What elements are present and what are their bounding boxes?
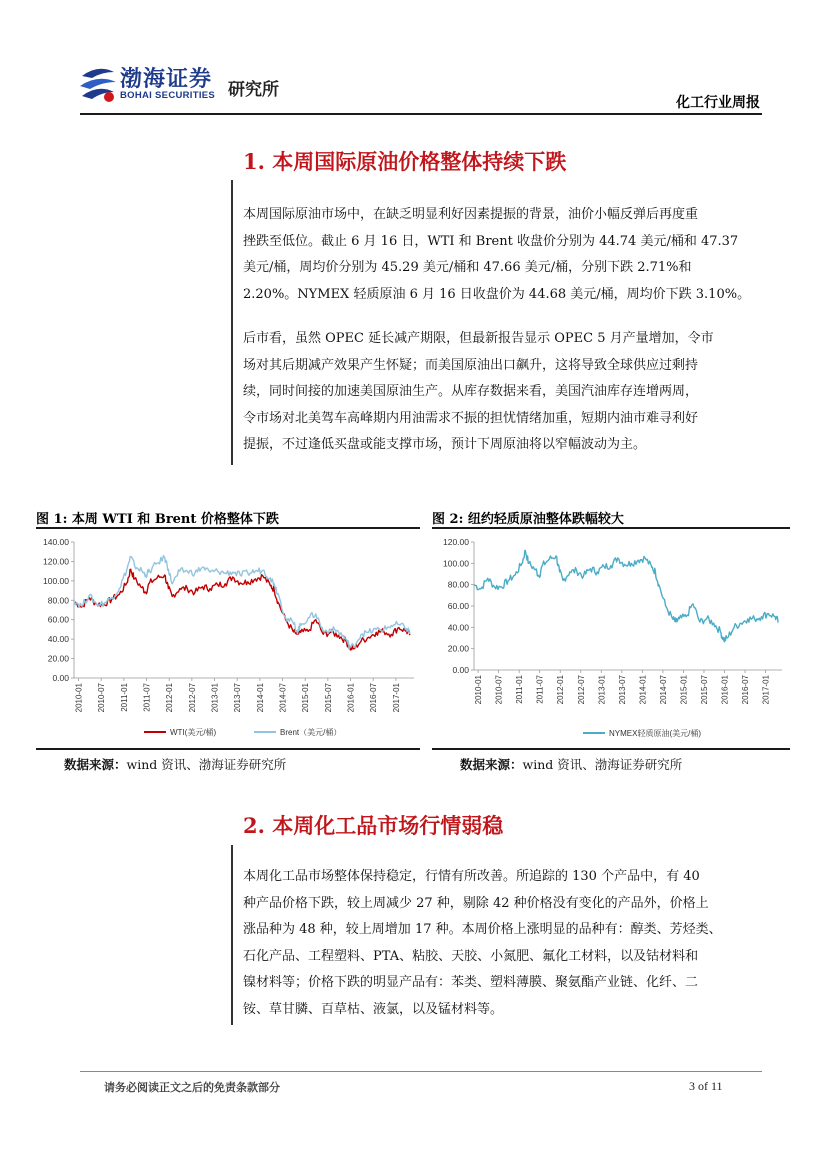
legend-label: WTI(美元/桶) (170, 728, 217, 737)
x-tick-label: 2016-07 (741, 675, 751, 705)
x-tick-label: 2017-01 (391, 683, 401, 713)
x-tick-label: 2015-01 (679, 675, 689, 705)
y-tick-label: 100.00 (43, 575, 69, 586)
text-line: 挫跌至低位。截止 6 月 16 日，WTI 和 Brent 收盘价分别为 44.74 美元/桶和 47.37 (243, 233, 739, 249)
text-line: 后市看，虽然 OPEC 延长减产期限，但最新报告显示 OPEC 5 月产量增加，令市 (243, 331, 714, 346)
x-tick-label: 2015-01 (301, 683, 311, 713)
footer-disclaimer: 请务必阅读正文之后的免责条款部分 (104, 1081, 280, 1094)
section1-title: 1. 本周国际原油价格整体持续下跌 (243, 149, 567, 174)
figure2-title-rule (432, 527, 790, 529)
x-tick-label: 2013-07 (617, 675, 627, 705)
y-tick-label: 60.00 (47, 614, 69, 625)
x-tick-label: 2014-07 (278, 683, 288, 713)
x-tick-label: 2011-01 (119, 683, 129, 712)
x-tick-label: 2010-01 (474, 675, 484, 705)
x-tick-label: 2013-01 (597, 675, 607, 705)
figure1-title-rule (36, 527, 420, 529)
text-line: 铵、草甘膦、百草枯、液氯，以及锰材料等。 (243, 1001, 504, 1017)
y-tick-label: 100.00 (443, 558, 469, 569)
text-line: 本周化工品市场整体保持稳定，行情有所改善。所追踪的 130 个产品中，有 40 (243, 869, 700, 884)
x-tick-label: 2012-07 (187, 683, 197, 713)
figure2-bottom-rule (432, 748, 790, 750)
section-side-rule (231, 845, 233, 1025)
text-line: 场对其后期减产效果产生怀疑；而美国原油出口飙升，这将导致全球供应过剩持 (243, 357, 699, 373)
section1-paragraph-2 (243, 326, 760, 459)
y-tick-label: 40.00 (47, 634, 69, 645)
y-tick-label: 120.00 (443, 537, 469, 547)
source-label: 数据来源： (64, 757, 127, 772)
x-tick-label: 2016-01 (720, 675, 730, 705)
y-tick-label: 80.00 (447, 579, 469, 590)
figure1-bottom-rule (36, 748, 420, 750)
y-tick-label: 20.00 (47, 653, 69, 664)
text-line: 石化产品、工程塑料、PTA、粘胶、天胶、小氮肥、氟化工材料，以及钴材料和 (243, 948, 699, 964)
figure1-title: 图 1: 本周 WTI 和 Brent 价格整体下跌 (36, 512, 279, 527)
text-line: 涨品种为 48 种，较上周增加 17 种。本周价格上涨明显的品种有：醇类、芳烃类、 (243, 922, 722, 937)
series-line-2 (74, 556, 410, 649)
text-line: 镍材料等；价格下跌的明显产品有：苯类、塑料薄膜、聚氨酯产业链、化纤、二 (243, 975, 699, 990)
x-tick-label: 2015-07 (323, 683, 333, 713)
x-tick-label: 2011-07 (142, 683, 152, 712)
source-text: wind 资讯、渤海证券研究所 (126, 757, 287, 772)
x-tick-label: 2013-07 (233, 683, 243, 713)
text-line: 提振，不过逢低买盘或能支撑市场，预计下周原油将以窄幅波动为主。 (243, 437, 647, 452)
x-tick-label: 2016-01 (346, 683, 356, 713)
text-line: 续，同时间接的加速美国原油生产。从库存数据来看，美国汽油库存连增两周， (243, 384, 699, 399)
x-tick-label: 2010-07 (494, 675, 504, 705)
text-line: 2.20%。NYMEX 轻质原油 6 月 16 日收盘价为 44.68 美元/桶，周均价下跌 3.10%。 (243, 286, 751, 302)
x-tick-label: 2013-01 (210, 683, 220, 713)
logo-emblem-icon (78, 62, 118, 104)
logo-name-en: BOHAI SECURITIES (120, 90, 216, 101)
x-tick-label: 2011-01 (515, 675, 525, 704)
y-tick-label: 0.00 (52, 673, 69, 683)
y-tick-label: 120.00 (43, 556, 69, 567)
legend-label: NYMEX轻质原油(美元/桶) (609, 729, 701, 738)
x-tick-label: 2012-01 (556, 675, 566, 705)
y-tick-label: 20.00 (447, 643, 469, 654)
source-text: wind 资讯、渤海证券研究所 (522, 757, 683, 772)
figure2-title: 图 2: 纽约轻质原油整体跌幅较大 (432, 512, 624, 527)
text-line: 令市场对北美驾车高峰期内用油需求不振的担忧情绪加重，短期内油市难寻利好 (243, 410, 699, 426)
company-logo (78, 58, 223, 108)
institute-name: 研究所 (228, 80, 279, 100)
x-tick-label: 2015-07 (699, 675, 709, 705)
x-tick-label: 2014-07 (658, 675, 668, 705)
x-tick-label: 2011-07 (535, 675, 545, 704)
page-number: 3 of 11 (689, 1079, 723, 1093)
section-side-rule (231, 180, 233, 465)
text-line: 种产品价格下跌，较上周减少 27 种，剔除 42 种价格没有变化的产品外，价格上 (243, 895, 709, 911)
y-tick-label: 0.00 (452, 665, 469, 675)
x-tick-label: 2014-01 (255, 683, 265, 713)
legend-label: Brent（美元/桶） (280, 728, 342, 737)
text-line: 本周国际原油市场中，在缺乏明显利好因素提振的背景，油价小幅反弹后再度重 (243, 207, 699, 222)
x-tick-label: 2017-01 (761, 675, 771, 705)
footer-divider (80, 1071, 762, 1072)
logo-name-cn: 渤海证券 (120, 67, 213, 92)
figure2-source (460, 755, 682, 773)
x-tick-label: 2014-01 (638, 675, 648, 705)
wti-brent-price-chart (36, 530, 420, 745)
y-tick-label: 40.00 (447, 622, 469, 633)
x-tick-label: 2012-07 (576, 675, 586, 705)
series-line-1 (474, 551, 779, 642)
source-label: 数据来源： (460, 757, 523, 772)
x-tick-label: 2010-01 (74, 683, 84, 713)
nymex-price-chart (432, 530, 790, 745)
y-tick-label: 80.00 (47, 595, 69, 606)
x-tick-label: 2010-07 (97, 683, 107, 713)
y-tick-label: 140.00 (43, 537, 69, 547)
figure1-source (64, 755, 286, 773)
x-tick-label: 2012-01 (165, 683, 175, 713)
text-line: 美元/桶，周均价分别为 45.29 美元/桶和 47.66 美元/桶，分别下跌 2.71%和 (243, 260, 692, 275)
x-tick-label: 2016-07 (369, 683, 379, 713)
report-type: 化工行业周报 (676, 95, 760, 111)
header-divider (80, 113, 762, 115)
section1-paragraph-1 (243, 202, 760, 308)
section2-title: 2. 本周化工品市场行情弱稳 (243, 813, 504, 838)
section2-paragraph (243, 864, 760, 1023)
y-tick-label: 60.00 (447, 601, 469, 611)
